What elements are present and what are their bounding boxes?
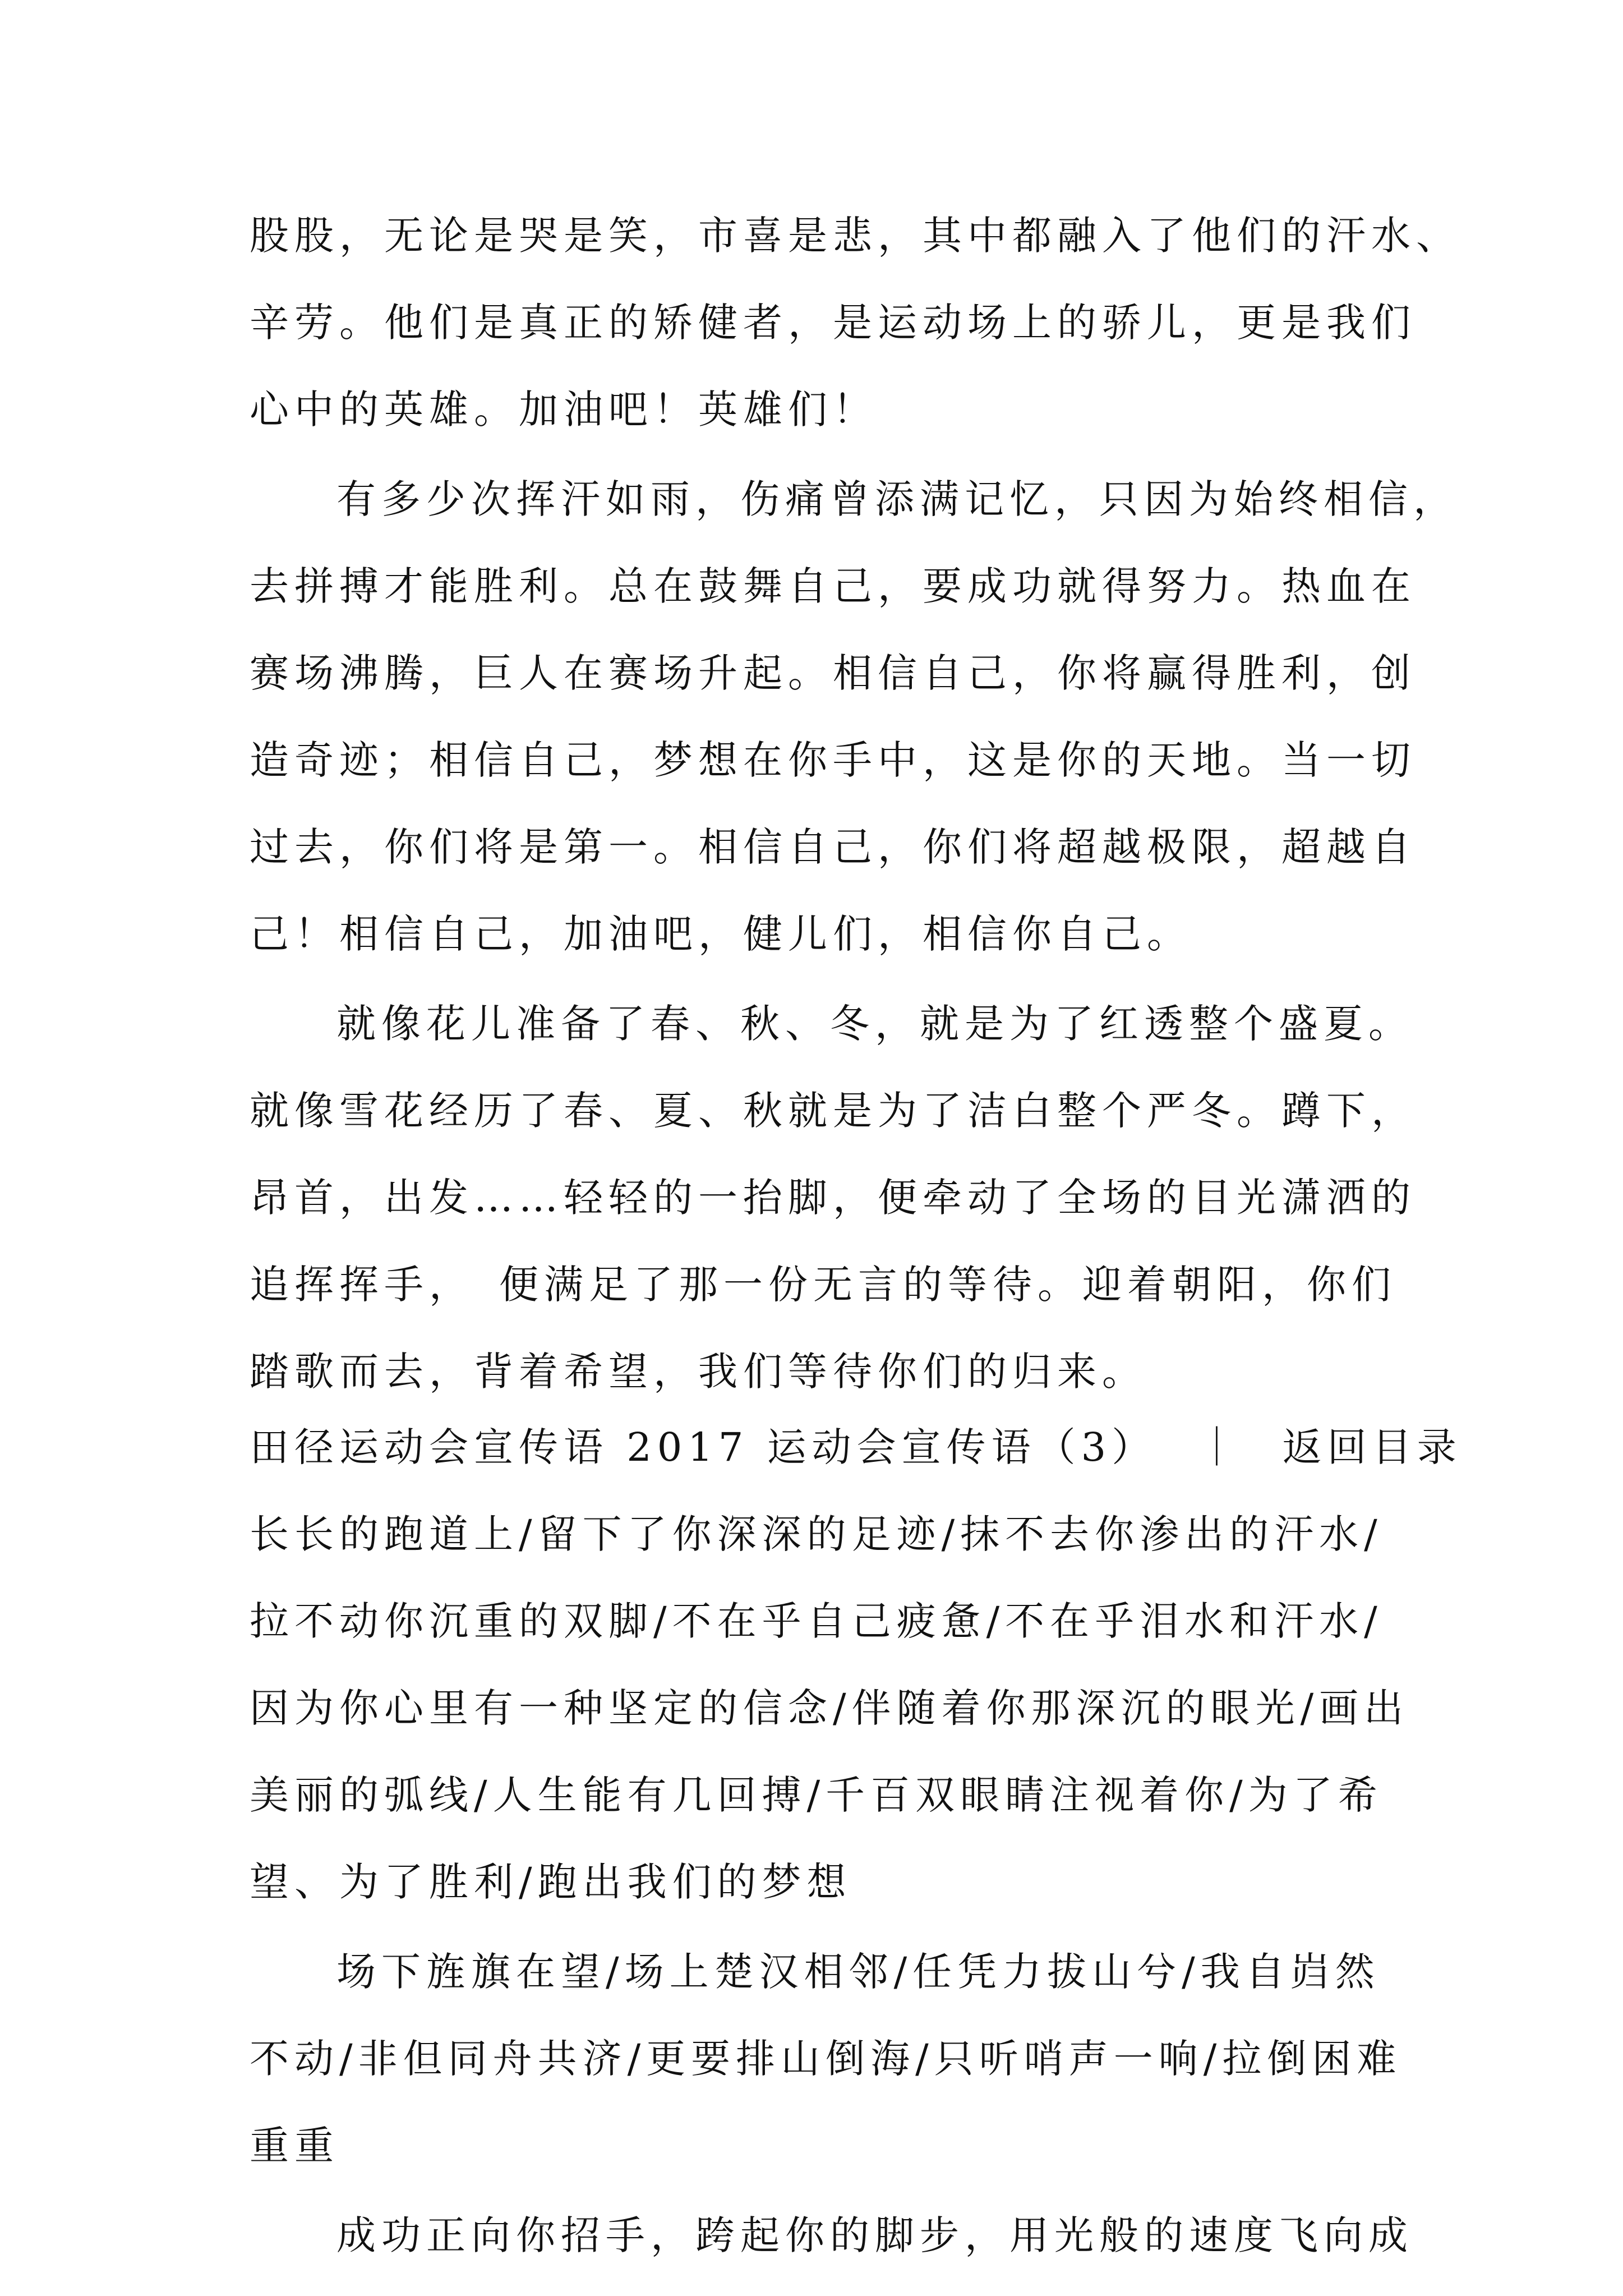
text-line: 追挥挥手， 便满足了那一份无言的等待。迎着朝阳，你们 [250, 1262, 1396, 1308]
text-line: 成功正向你招手，跨起你的脚步，用光般的速度飞向成 [336, 2212, 1413, 2258]
text-line: 因为你心里有一种坚定的信念/伴随着你那深沉的眼光/画出 [250, 1685, 1409, 1731]
text-line: 过去，你们将是第一。相信自己，你们将超越极限，超越自 [250, 824, 1416, 870]
text-line: 就像花儿准备了春、秋、冬，就是为了红透整个盛夏。 [336, 1001, 1413, 1047]
text-line: 己！相信自己，加油吧，健儿们，相信你自己。 [250, 911, 1192, 957]
section-heading [250, 1419, 1623, 1475]
text-line: 心中的英雄。加油吧！英雄们！ [250, 386, 878, 432]
text-line: 昂首，出发……轻轻的一抬脚，便牵动了全场的目光潇洒的 [250, 1175, 1416, 1221]
text-line: 赛场沸腾，巨人在赛场升起。相信自己，你将赢得胜利，创 [250, 650, 1416, 696]
text-line: 美丽的弧线/人生能有几回搏/千百双眼睛注视着你/为了希 [250, 1772, 1383, 1818]
return-to-contents-link[interactable]: 返回目录 [1282, 1424, 1462, 1470]
text-line: 不动/非但同舟共济/更要排山倒海/只听哨声一响/拉倒困难 [250, 2036, 1402, 2082]
text-line: 去拼搏才能胜利。总在鼓舞自己，要成功就得努力。热血在 [250, 563, 1416, 609]
section-title: 田径运动会宣传语 2017 运动会宣传语（3） [250, 1424, 1157, 1470]
text-line: 场下旌旗在望/场上楚汉相邻/任凭力拔山兮/我自岿然 [336, 1949, 1380, 1995]
text-line: 股股，无论是哭是笑，市喜是悲，其中都融入了他们的汗水、 [250, 213, 1461, 259]
text-line: 拉不动你沉重的双脚/不在乎自己疲惫/不在乎泪水和汗水/ [250, 1598, 1383, 1644]
text-line: 有多少次挥汗如雨，伤痛曾添满记忆，只因为始终相信， [336, 476, 1458, 522]
text-line: 长长的跑道上/留下了你深深的足迹/抹不去你渗出的汗水/ [250, 1511, 1383, 1557]
text-line: 望、为了胜利/跑出我们的梦想 [250, 1859, 852, 1905]
text-line: 就像雪花经历了春、夏、秋就是为了洁白整个严冬。蹲下， [250, 1088, 1416, 1134]
text-line: 重重 [250, 2123, 339, 2169]
text-line: 辛劳。他们是真正的矫健者，是运动场上的骄儿，更是我们 [250, 300, 1416, 346]
section-separator: ｜ [1197, 1424, 1242, 1470]
text-line: 造奇迹；相信自己，梦想在你手中，这是你的天地。当一切 [250, 737, 1416, 783]
text-line: 踏歌而去，背着希望，我们等待你们的归来。 [250, 1349, 1147, 1395]
